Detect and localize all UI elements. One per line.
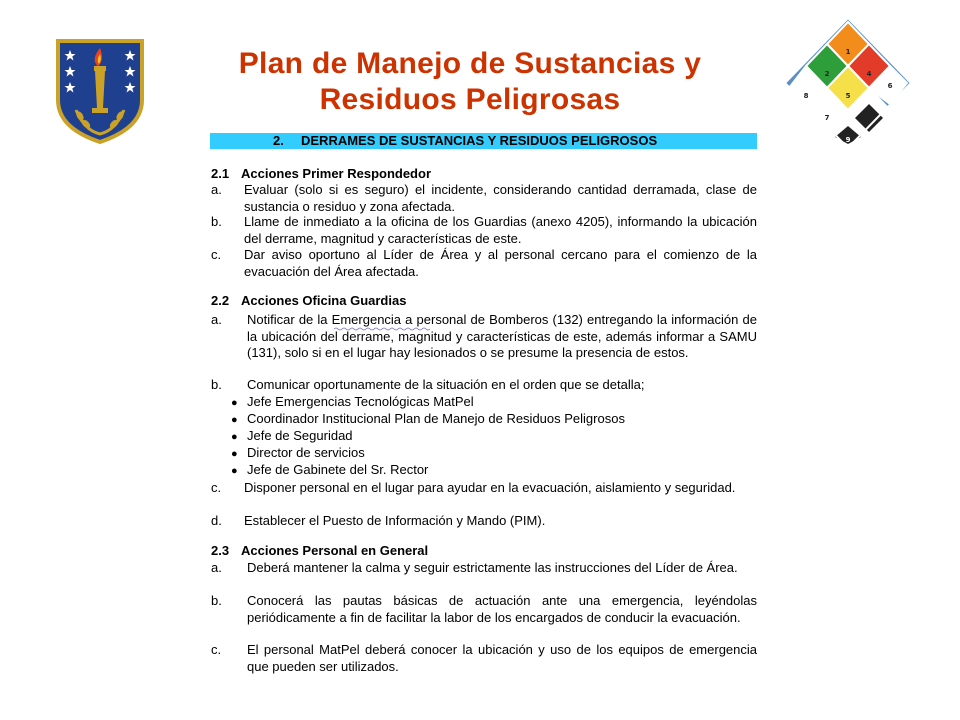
list-item: Evaluar (solo si es seguro) el incidente, considerando cantidad derramada, clase de sustancia o residuo y zona afectada.: [244, 182, 757, 214]
section-heading-2-3: [211, 543, 428, 559]
spellcheck-underline: [334, 327, 432, 331]
item-letter: c.: [211, 247, 222, 262]
item-letter: b.: [211, 214, 222, 229]
item-letter: a.: [211, 182, 222, 197]
list-item: Notificar de la Emergencia a personal de Bomberos (132) entregando la información de la ubicación del derrame, magnitud y características de este, además informar a SAMU (131), solo si en el lugar hay lesionados o se presume la presencia de estos.: [247, 312, 757, 360]
svg-text:8: 8: [803, 92, 809, 100]
item-letter: b.: [211, 377, 222, 392]
list-item: Establecer el Puesto de Información y Mando (PIM).: [244, 513, 546, 528]
item-letter: d.: [211, 513, 222, 528]
bullet-item: ● Jefe de Gabinete del Sr. Rector: [231, 462, 428, 480]
university-crest-icon: [54, 38, 146, 144]
list-item: Conocerá las pautas básicas de actuación ante una emergencia, leyéndolas periódicamente a fin de facilitar la labor de los encargados de conducir la evacuación.: [247, 593, 757, 625]
svg-text:9: 9: [845, 136, 851, 144]
section-number: 2.3: [211, 543, 230, 558]
section-heading-2-2: [211, 293, 406, 309]
page-title-line-1: Plan de Manejo de Sustancias y: [238, 47, 702, 80]
bullet-icon: ●: [231, 397, 238, 409]
item-letter: a.: [211, 312, 222, 327]
section-number: 2.2: [211, 293, 230, 308]
bullet-icon: ●: [231, 431, 238, 443]
svg-text:4: 4: [866, 70, 872, 78]
section-title: Acciones Oficina Guardias: [241, 293, 407, 308]
bullet-item: ● Jefe de Seguridad: [231, 428, 353, 446]
bullet-icon: ●: [231, 414, 238, 426]
section-title: Acciones Personal en General: [241, 543, 429, 558]
bullet-icon: ●: [231, 448, 238, 460]
item-letter: a.: [211, 560, 222, 575]
section-heading-2-1: [211, 166, 431, 182]
list-item: Llame de inmediato a la oficina de los Guardias (anexo 4205), informando la ubicación del derrame, magnitud y características de este.: [244, 214, 757, 246]
item-letter: c.: [211, 480, 222, 495]
banner-number: 2.: [273, 133, 284, 148]
svg-text:7: 7: [824, 114, 830, 122]
svg-text:2: 2: [824, 70, 830, 78]
svg-text:5: 5: [845, 92, 851, 100]
list-item: Dar aviso oportuno al Líder de Área y al personal cercano para el comienzo de la evacuación del Área afectada.: [244, 247, 757, 279]
bullet-item: ● Director de servicios: [231, 445, 365, 463]
item-letter: b.: [211, 593, 222, 608]
list-item: Disponer personal en el lugar para ayudar en la evacuación, aislamiento y seguridad.: [244, 480, 736, 495]
list-item: El personal MatPel deberá conocer la ubicación y uso de los equipos de emergencia que pueden ser utilizados.: [247, 642, 757, 674]
banner-title: DERRAMES DE SUSTANCIAS Y RESIDUOS PELIGROSOS: [301, 133, 658, 148]
section-banner: [210, 133, 757, 149]
list-item: Deberá mantener la calma y seguir estrictamente las instrucciones del Líder de Área.: [247, 560, 738, 575]
svg-text:1: 1: [845, 48, 851, 56]
section-title: Acciones Primer Respondedor: [241, 166, 431, 181]
bullet-item: ● Coordinador Institucional Plan de Manejo de Residuos Peligrosos: [231, 411, 625, 429]
page-title-line-2: Residuos Peligrosas: [319, 83, 621, 116]
section-number: 2.1: [211, 166, 230, 181]
page-title: [170, 46, 770, 118]
hazmat-placards-icon: [783, 16, 913, 150]
bullet-icon: ●: [231, 465, 238, 477]
list-item: Comunicar oportunamente de la situación en el orden que se detalla;: [247, 377, 645, 392]
bullet-item: ● Jefe Emergencias Tecnológicas MatPel: [231, 394, 474, 412]
item-letter: c.: [211, 642, 222, 657]
svg-text:6: 6: [887, 82, 893, 90]
